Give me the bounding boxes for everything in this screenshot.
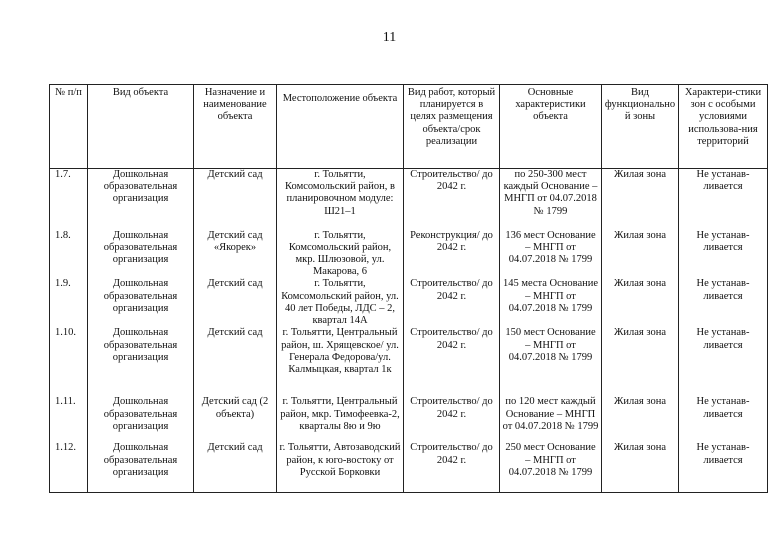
table-row — [50, 169, 768, 230]
row-zone: Жилая зона — [602, 278, 679, 327]
header-special-zones: Характери-стики зон с особыми условиями использова-ния территорий — [679, 85, 768, 169]
row-works: Строительство/ до 2042 г. — [404, 278, 500, 327]
row-works: Строительство/ до 2042 г. — [404, 442, 500, 492]
header-object-type: Вид объекта — [88, 85, 194, 169]
row-object-type: Дошкольная образовательная организация — [88, 396, 194, 442]
row-location: г. Тольятти, Центральный район, мкр. Тимофеевка-2, кварталы 8ю и 9ю — [277, 396, 404, 442]
row-special-zones: Не устанав-ливается — [679, 278, 768, 327]
header-number: № п/п — [50, 85, 88, 169]
table-row — [50, 327, 768, 396]
row-location: г. Тольятти, Комсомольский район, в планировочном модуле: Ш21–1 — [277, 169, 404, 230]
row-purpose: Детский сад (2 объекта) — [194, 396, 277, 442]
row-zone: Жилая зона — [602, 169, 679, 230]
row-characteristics: 145 места Основание – МНГП от 04.07.2018 № 1799 — [500, 278, 602, 327]
header-works: Вид работ, который планируется в целях размещения объекта/срок реализации — [404, 85, 500, 169]
row-purpose: Детский сад — [194, 442, 277, 492]
row-object-type: Дошкольная образовательная организация — [88, 230, 194, 279]
row-number: 1.10. — [50, 327, 88, 396]
row-characteristics: по 250-300 мест каждый Основание – МНГП от 04.07.2018 № 1799 — [500, 169, 602, 230]
row-location: г. Тольятти, Комсомольский район, ул. 40 лет Победы, ЛДС – 2, квартал 14А — [277, 278, 404, 327]
row-special-zones: Не устанав-ливается — [679, 396, 768, 442]
row-special-zones: Не устанав-ливается — [679, 327, 768, 396]
header-zone: Вид функционально й зоны — [602, 85, 679, 169]
row-object-type: Дошкольная образовательная организация — [88, 327, 194, 396]
page-number: 11 — [382, 30, 397, 45]
row-location: г. Тольятти, Центральный район, ш. Хрящевское/ ул. Генерала Федорова/ул. Калмыцкая, квартал 1к — [277, 327, 404, 396]
row-zone: Жилая зона — [602, 230, 679, 279]
header-purpose: Назначение и наименование объекта — [194, 85, 277, 169]
row-special-zones: Не устанав-ливается — [679, 230, 768, 279]
header-characteristics: Основные характеристики объекта — [500, 85, 602, 169]
row-works: Реконструкция/ до 2042 г. — [404, 230, 500, 279]
row-location: г. Тольятти, Комсомольский район, мкр. Шлюзовой, ул. Макарова, 6 — [277, 230, 404, 279]
row-zone: Жилая зона — [602, 442, 679, 492]
row-characteristics: 150 мест Основание – МНГП от 04.07.2018 № 1799 — [500, 327, 602, 396]
row-object-type: Дошкольная образовательная организация — [88, 169, 194, 230]
row-purpose: Детский сад «Якорек» — [194, 230, 277, 279]
row-number: 1.7. — [50, 169, 88, 230]
row-characteristics: 136 мест Основание – МНГП от 04.07.2018 № 1799 — [500, 230, 602, 279]
table-row — [50, 230, 768, 279]
row-number: 1.9. — [50, 278, 88, 327]
row-number: 1.12. — [50, 442, 88, 492]
row-characteristics: по 120 мест каждый Основание – МНГП от 04.07.2018 № 1799 — [500, 396, 602, 442]
row-works: Строительство/ до 2042 г. — [404, 396, 500, 442]
row-location: г. Тольятти, Автозаводский район, к юго-востоку от Русской Борковки — [277, 442, 404, 492]
table-row — [50, 396, 768, 442]
row-characteristics: 250 мест Основание – МНГП от 04.07.2018 № 1799 — [500, 442, 602, 492]
row-zone: Жилая зона — [602, 327, 679, 396]
row-object-type: Дошкольная образовательная организация — [88, 442, 194, 492]
header-location: Местоположение объекта — [277, 85, 404, 169]
row-purpose: Детский сад — [194, 169, 277, 230]
table-row — [50, 442, 768, 492]
row-zone: Жилая зона — [602, 396, 679, 442]
table-row — [50, 278, 768, 327]
objects-table — [49, 84, 768, 493]
row-works: Строительство/ до 2042 г. — [404, 327, 500, 396]
row-special-zones: Не устанав-ливается — [679, 169, 768, 230]
table-header-row — [50, 85, 768, 169]
row-number: 1.11. — [50, 396, 88, 442]
row-purpose: Детский сад — [194, 327, 277, 396]
row-object-type: Дошкольная образовательная организация — [88, 278, 194, 327]
row-works: Строительство/ до 2042 г. — [404, 169, 500, 230]
row-number: 1.8. — [50, 230, 88, 279]
row-purpose: Детский сад — [194, 278, 277, 327]
row-special-zones: Не устанав-ливается — [679, 442, 768, 492]
